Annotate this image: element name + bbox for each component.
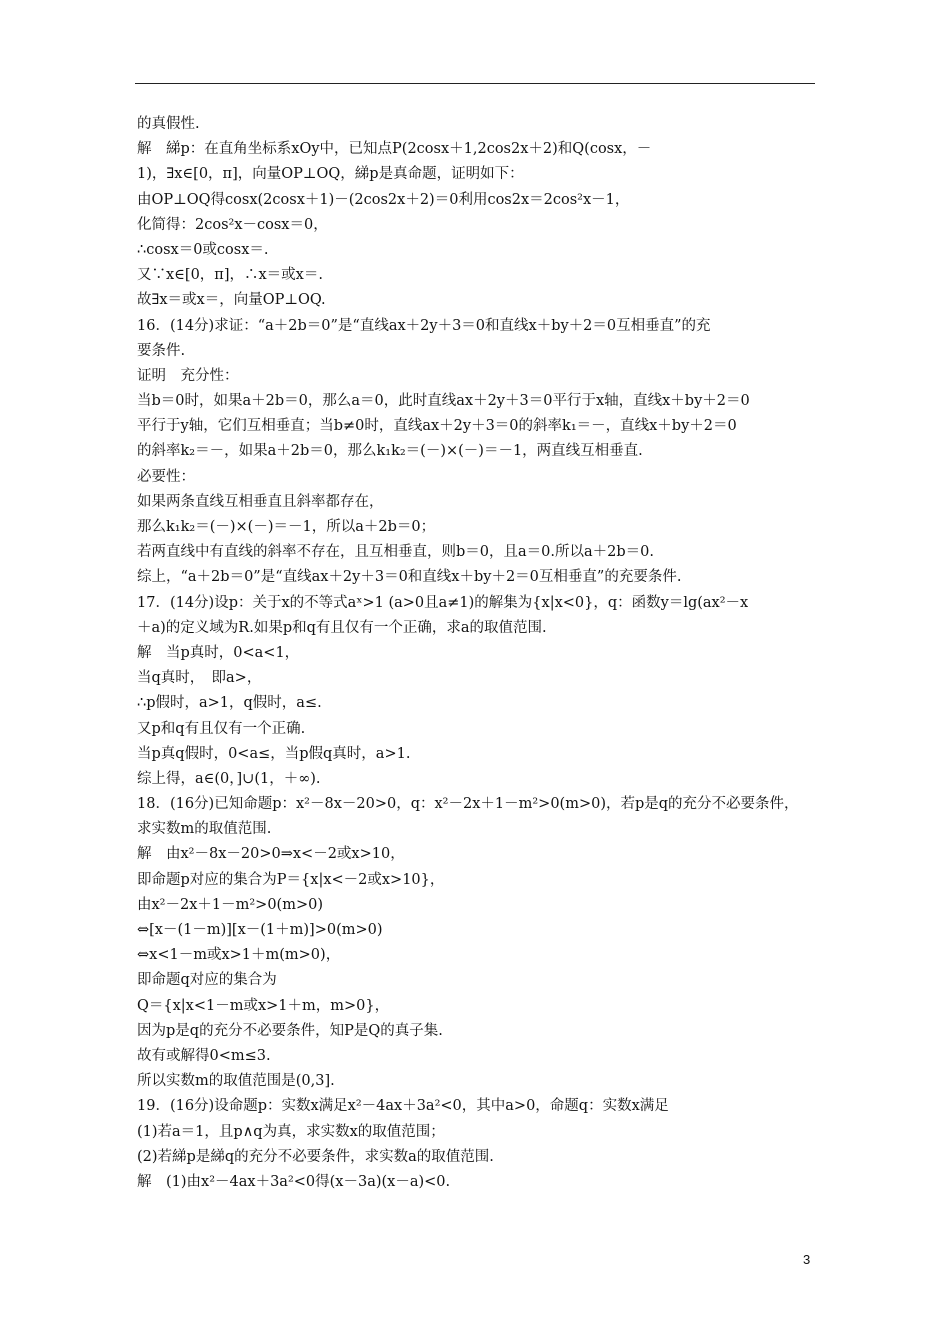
text-line: 1)，∃x∈[0，π]，向量OP⊥OQ，綈p是真命题，证明如下：	[137, 166, 524, 183]
text-line: 要条件.	[137, 342, 186, 359]
text-line: 故∃x＝或x＝，向量OP⊥OQ.	[137, 292, 326, 309]
text-line: 即命题q对应的集合为	[137, 972, 277, 989]
text-line: ⇔x<1－m或x>1＋m(m>0)，	[137, 947, 341, 964]
text-line: 若两直线中有直线的斜率不存在，且互相垂直，则b＝0，且a＝0.所以a＋2b＝0.	[137, 544, 654, 561]
text-line: 即命题p对应的集合为P＝{x|x<－2或x>10}，	[137, 871, 445, 888]
text-line: 综上，“a＋2b＝0”是“直线ax＋2y＋3＝0和直线x＋by＋2＝0互相垂直”的充要条件.	[137, 569, 682, 586]
page-number: 3	[803, 1252, 811, 1267]
text-line: 求实数m的取值范围.	[137, 821, 272, 838]
problem-16-heading: 16．(14分)求证：“a＋2b＝0”是“直线ax＋2y＋3＝0和直线x＋by＋2＝0互相垂直”的充	[137, 317, 711, 334]
text-line: (2)若綈p是綈q的充分不必要条件，求实数a的取值范围.	[137, 1148, 494, 1165]
text-line: 必要性：	[137, 468, 195, 485]
text-line: 因为p是q的充分不必要条件，知P是Q的真子集.	[137, 1022, 443, 1039]
text-line: 那么k₁k₂＝(－)×(－)＝－1，所以a＋2b＝0；	[137, 519, 436, 535]
text-line: 的斜率k₂＝－，如果a＋2b＝0，那么k₁k₂＝(－)×(－)＝－1，两直线互相垂直.	[137, 443, 643, 460]
text-line: 故有或解得0<m≤3.	[137, 1047, 271, 1064]
text-line: 平行于y轴，它们互相垂直；当b≠0时，直线ax＋2y＋3＝0的斜率k₁＝－，直线x＋by＋2＝0	[137, 418, 737, 435]
text-line: ∴cosx＝0或cosx＝.	[137, 241, 269, 258]
text-line: 由OP⊥OQ得cosx(2cosx＋1)－(2cos2x＋2)＝0利用cos2x＝2cos²x－1，	[137, 191, 630, 208]
text-line: 当q真时， 即a>，	[137, 670, 262, 687]
text-line: 所以实数m的取值范围是(0,3].	[137, 1073, 335, 1090]
text-line: 解 由x²－8x－20>0⇒x<－2或x>10，	[137, 846, 405, 863]
text-line: ＋a)的定义域为R.如果p和q有且仅有一个正确，求a的取值范围.	[137, 619, 547, 636]
text-line: ⇔[x－(1－m)][x－(1＋m)]>0(m>0)	[137, 922, 383, 938]
text-line: 的真假性.	[137, 116, 200, 132]
document-body	[137, 112, 817, 1195]
text-line: 解 綈p：在直角坐标系xOy中，已知点P(2cosx＋1,2cos2x＋2)和Q(cosx，－	[137, 141, 652, 158]
header-rule	[135, 83, 815, 84]
text-line: 如果两条直线互相垂直且斜率都存在，	[137, 493, 384, 510]
text-line: 又∵x∈[0，π]，∴x＝或x＝.	[137, 267, 323, 284]
text-line: 证明 充分性：	[137, 367, 239, 384]
text-line: 解 (1)由x²－4ax＋3a²<0得(x－3a)(x－a)<0.	[137, 1173, 451, 1190]
problem-19-heading: 19．(16分)设命题p：实数x满足x²－4ax＋3a²<0，其中a>0，命题q：实数x满足	[137, 1098, 669, 1115]
text-line: Q＝{x|x<1－m或x>1＋m，m>0}，	[137, 997, 390, 1014]
text-line: 由x²－2x＋1－m²>0(m>0)	[137, 896, 323, 913]
text-line: 当b＝0时，如果a＋2b＝0，那么a＝0，此时直线ax＋2y＋3＝0平行于x轴，直线x＋by＋2＝0	[137, 393, 750, 410]
problem-17-heading: 17．(14分)设p：关于x的不等式aˣ>1 (a>0且a≠1)的解集为{x|x<0}，q：函数y＝lg(ax²－x	[137, 594, 749, 611]
text-line: 解 当p真时，0<a<1，	[137, 644, 300, 661]
problem-18-heading: 18．(16分)已知命题p：x²－8x－20>0，q：x²－2x＋1－m²>0(m>0)，若p是q的充分不必要条件，	[137, 796, 799, 813]
text-line: (1)若a＝1，且p∧q为真，求实数x的取值范围；	[137, 1123, 445, 1140]
text-line: ∴p假时，a>1，q假时，a≤.	[137, 695, 322, 712]
text-line: 当p真q假时，0<a≤，当p假q真时，a>1.	[137, 745, 411, 762]
text-line: 综上得，a∈(0，]∪(1，＋∞).	[137, 770, 321, 787]
text-line: 又p和q有且仅有一个正确.	[137, 720, 306, 737]
text-line: 化简得：2cos²x－cosx＝0，	[137, 216, 328, 233]
